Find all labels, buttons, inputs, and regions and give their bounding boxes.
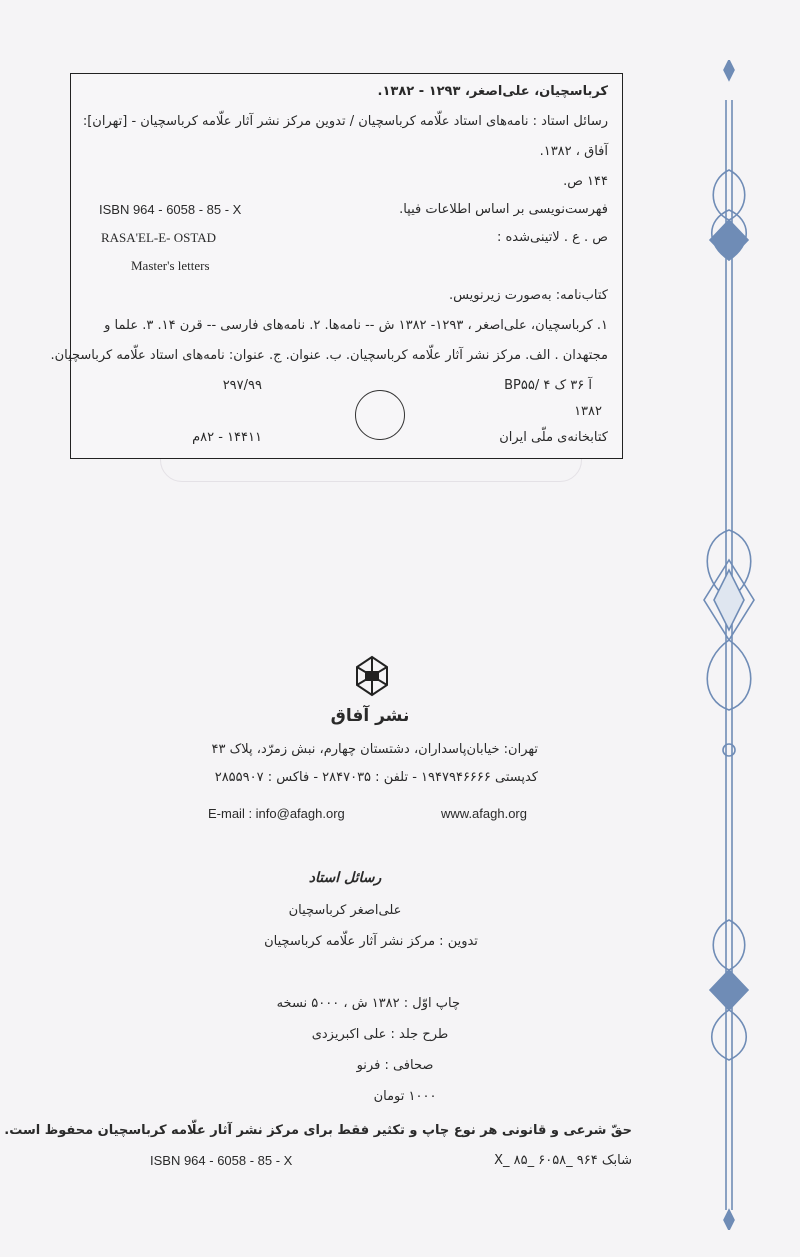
title-line-1: رسائل استاد : نامه‌های استاد علّامه کرباسچیان / تدوین مرکز نشر آثار علّامه کرباسچیان - [تهران]: — [82, 114, 608, 129]
ornament-border-icon — [700, 60, 760, 1230]
publisher-logo-icon — [355, 655, 389, 699]
subjects-line-2: مجتهدان . الف. مرکز نشر آثار علّامه کرباسچیان. ب. عنوان. ج. عنوان: نامه‌های استاد علّامه کرباسچیان. — [50, 348, 608, 363]
binding-line: صحافی : فرنو — [356, 1058, 434, 1073]
bibliography-note: کتاب‌نامه: به‌صورت زیرنویس. — [448, 288, 608, 303]
stamp-circle — [355, 390, 405, 440]
isbn-latin: ISBN 964 - 6058 - 85 - X — [150, 1153, 293, 1168]
book-compiler: تدوین : مرکز نشر آثار علّامه کرباسچیان — [264, 934, 478, 949]
subjects-line-1: ۱. کرباسچیان، علی‌اصغر ، ۱۲۹۳- ۱۳۸۲ ش -- نامه‌ها. ۲. نامه‌های فارسی -- قرن ۱۴. ۳. علما و — [104, 318, 608, 333]
book-author: علی‌اصغر کرباسچیان — [288, 903, 402, 918]
pages-line: ۱۴۴ ص. — [563, 174, 608, 189]
book-title: رسائل استاد — [308, 870, 382, 886]
fipa-note: فهرست‌نویسی بر اساس اطلاعات فیپا. — [399, 202, 608, 217]
dewey-number: ۲۹۷/۹۹ — [222, 378, 262, 393]
edition-line: چاپ اوّل : ۱۳۸۲ ش ، ۵۰۰۰ نسخه — [276, 996, 460, 1011]
isbn-catalog: ISBN 964 - 6058 - 85 - X — [99, 202, 242, 217]
english-title: Master's letters — [131, 258, 210, 273]
national-library: کتابخانه‌ی ملّی ایران — [499, 430, 608, 445]
cover-design-line: طرح جلد : علی اکبریزدی — [311, 1027, 449, 1042]
author-line: کرباسچیان، علی‌اصغر، ۱۲۹۳ - ۱۳۸۲. — [377, 84, 608, 99]
publisher-website: www.afagh.org — [441, 806, 527, 821]
cataloging-box — [50, 73, 623, 459]
copyright-notice: حقّ شرعی و قانونی هر نوع چاپ و تکثیر فقط برای مرکز نشر آثار علّامه کرباسچیان محفوظ است. — [4, 1123, 632, 1138]
title-line-2: آفاق ، ۱۳۸۲. — [539, 144, 608, 159]
publisher-name: نشر آفاق — [330, 706, 410, 726]
price-line: ۱۰۰۰ تومان — [373, 1089, 437, 1104]
latin-title: RASA'EL-E- OSTAD — [101, 230, 217, 245]
publisher-address: تهران: خیابان‌پاسداران، دشتستان چهارم، نبش زمرّد، پلاک ۴۳ — [211, 742, 538, 757]
class-number: BP۵۵/ ۴ آ ۳۶ ک — [504, 378, 592, 393]
publisher-contact: کدپستی ۱۹۴۷۹۴۶۶۶۶ - تلفن : ۲۸۴۷۰۳۵ - فاکس : ۲۸۵۵۹۰۷ — [214, 770, 538, 785]
library-number: ۱۴۴۱۱ - ۸۲م — [192, 430, 262, 445]
publisher-email: E-mail : info@afagh.org — [208, 806, 345, 821]
isbn-persian: شابک X_ ۸۵_ ۶۰۵۸_ ۹۶۴ — [494, 1153, 632, 1168]
catalog-year: ۱۳۸۲ — [574, 404, 602, 419]
latin-label: ص . ع . لاتینی‌شده : — [496, 230, 608, 245]
